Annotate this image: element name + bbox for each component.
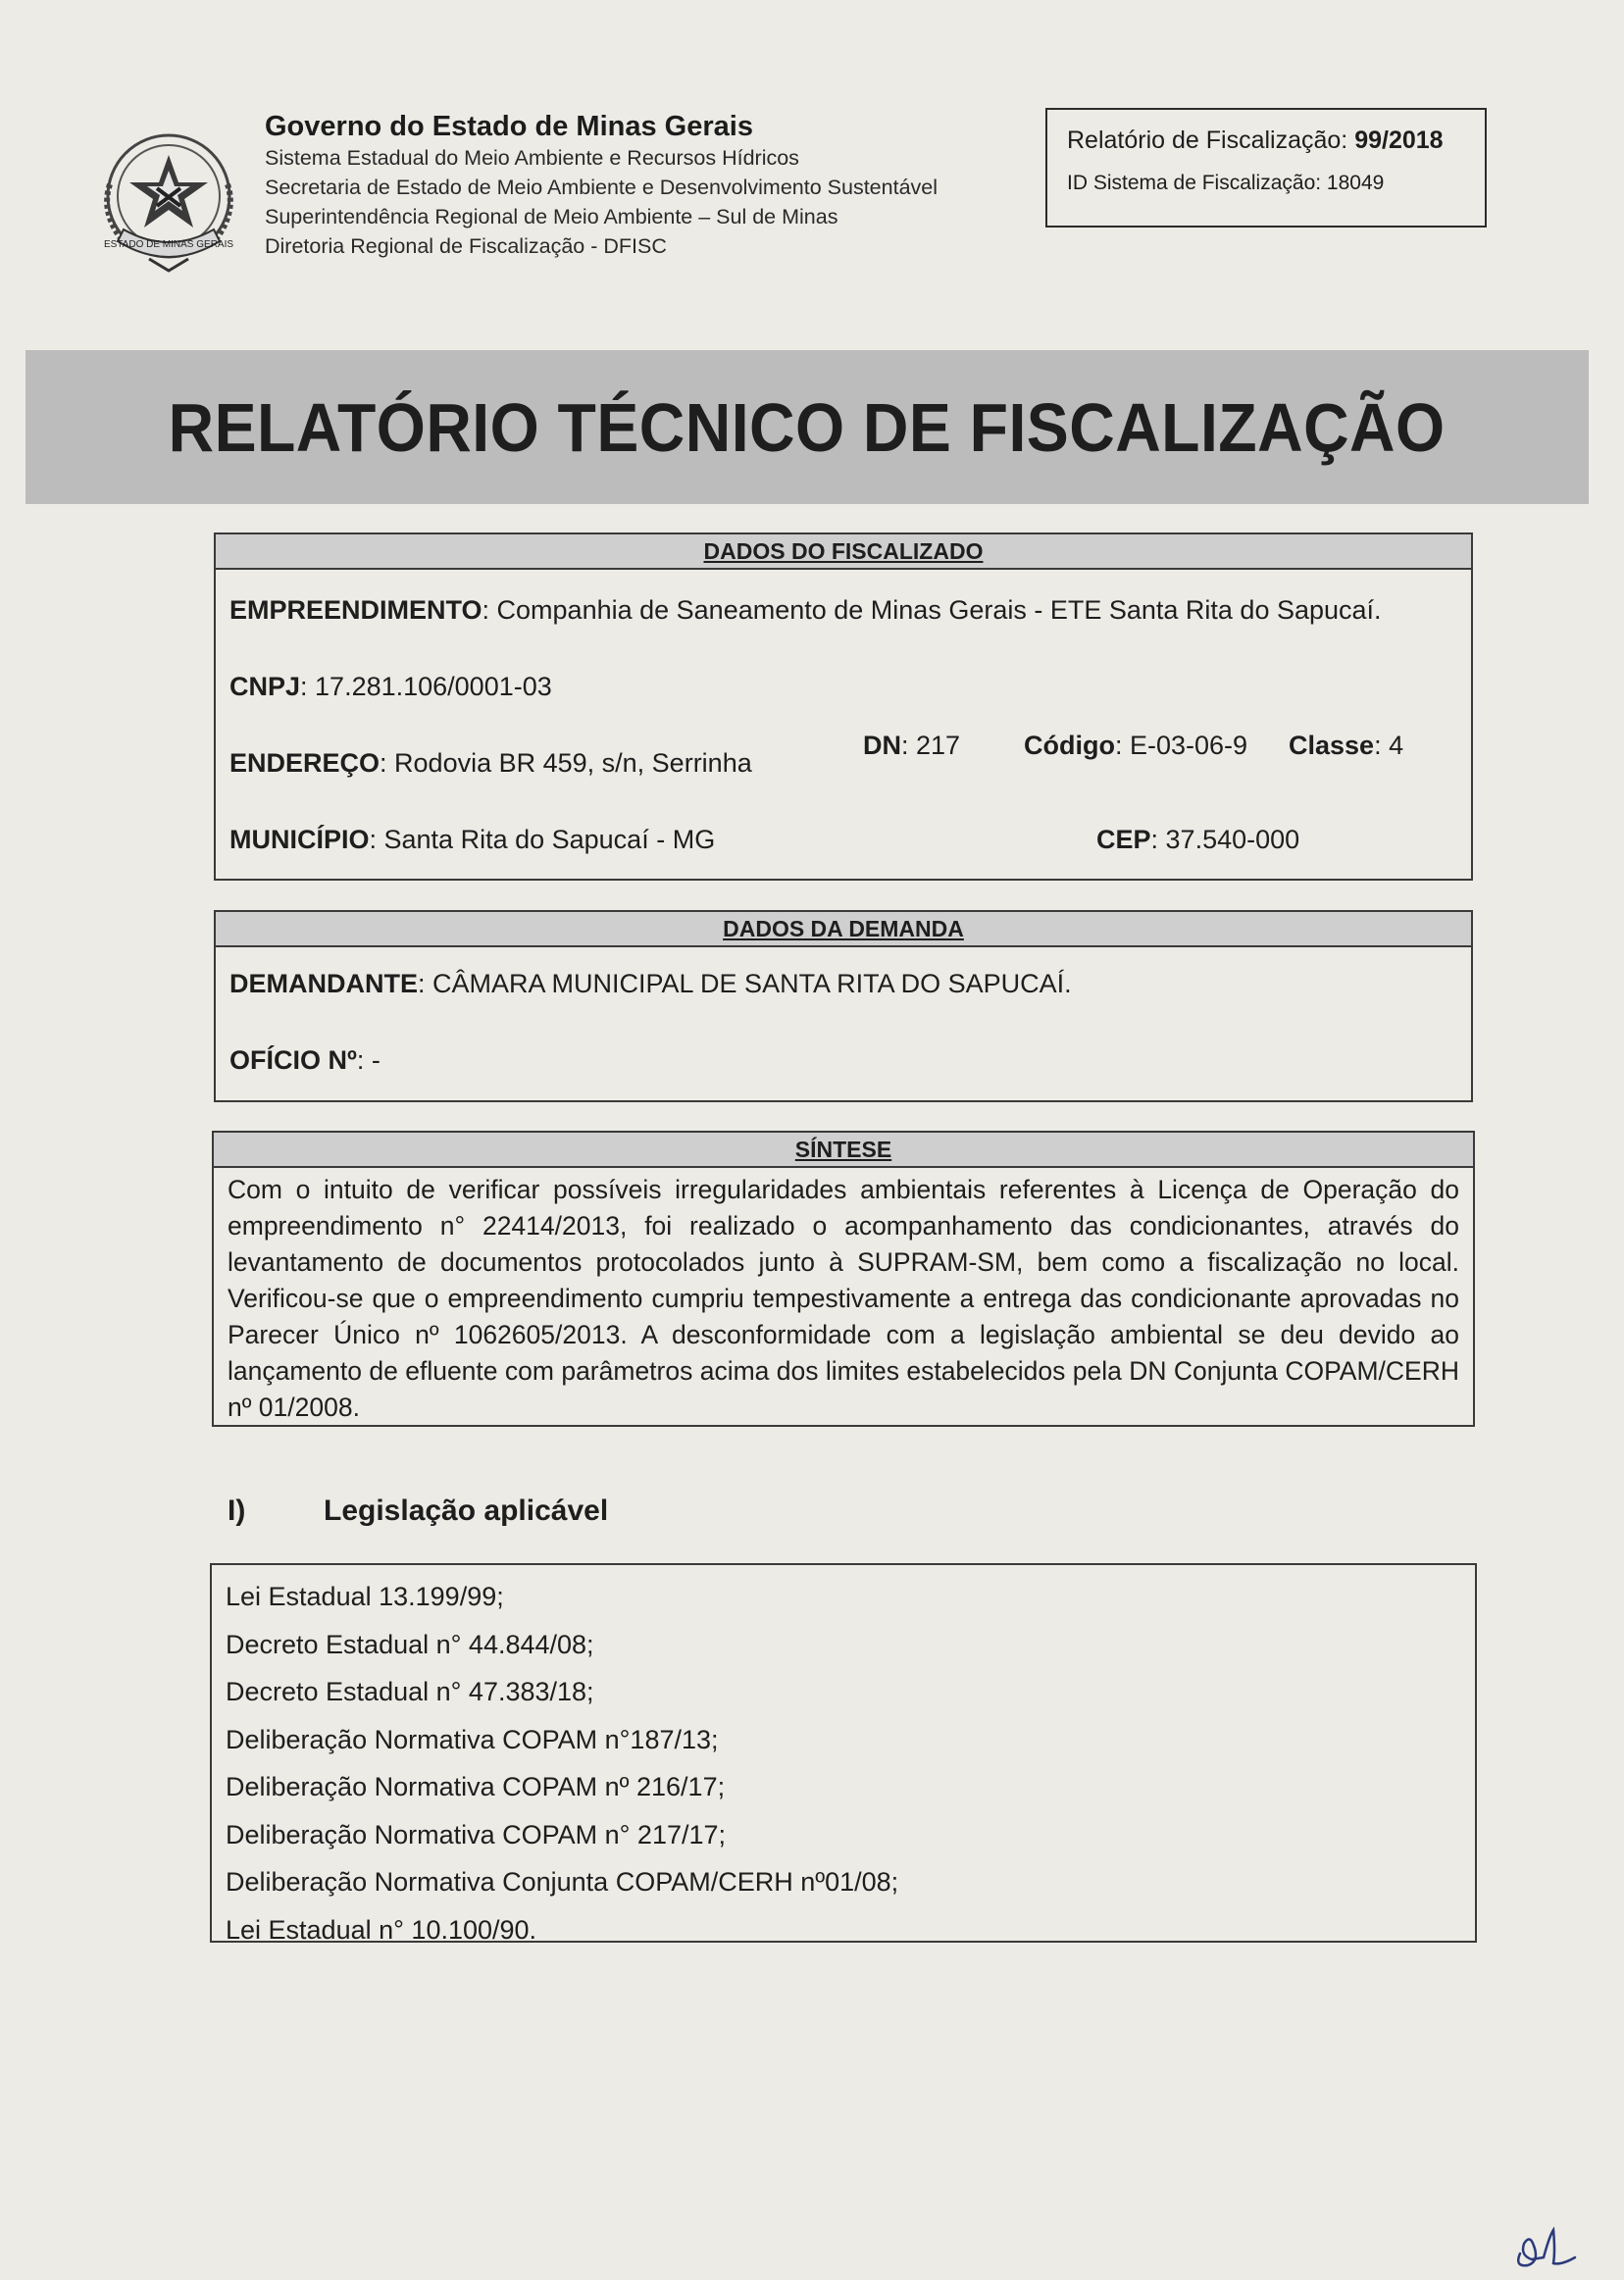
org-line-4: Diretoria Regional de Fiscalização - DFISC bbox=[265, 234, 667, 258]
handwritten-initials bbox=[1510, 2224, 1589, 2273]
org-line-1: Sistema Estadual do Meio Ambiente e Recursos Hídricos bbox=[265, 146, 799, 170]
legislacao-item: Decreto Estadual n° 44.844/08; bbox=[226, 1629, 594, 1659]
endereco-label: ENDEREÇO bbox=[229, 748, 381, 778]
dn-value: : 217 bbox=[901, 731, 961, 760]
report-reference-box bbox=[1045, 108, 1487, 228]
demandante-field bbox=[229, 969, 1072, 999]
municipio-field bbox=[229, 825, 715, 855]
oficio-field bbox=[229, 1045, 381, 1076]
seal-text: ESTADO DE MINAS GERAIS bbox=[103, 239, 234, 250]
empreendimento-field bbox=[229, 595, 1382, 626]
classe-field bbox=[1289, 731, 1403, 761]
dn-label: DN bbox=[863, 731, 901, 760]
classe-value: : 4 bbox=[1374, 731, 1404, 760]
cep-field bbox=[1096, 825, 1299, 855]
legislacao-item: Deliberação Normativa COPAM n°187/13; bbox=[226, 1724, 719, 1754]
state-coat-of-arms bbox=[90, 126, 247, 282]
legislacao-item: Deliberação Normativa COPAM nº 216/17; bbox=[226, 1772, 726, 1801]
report-number: 99/2018 bbox=[1354, 127, 1444, 154]
cnpj-value: : 17.281.106/0001-03 bbox=[300, 672, 552, 701]
cep-value: : 37.540-000 bbox=[1150, 825, 1300, 854]
oficio-label: OFÍCIO Nº bbox=[229, 1045, 357, 1075]
org-line-3: Superintendência Regional de Meio Ambiente – Sul de Minas bbox=[265, 205, 838, 228]
report-number-label: Relatório de Fiscalização: bbox=[1067, 127, 1355, 154]
oficio-value: : - bbox=[356, 1045, 381, 1075]
demanda-section bbox=[214, 910, 1473, 1102]
report-number-line bbox=[1067, 124, 1465, 157]
codigo-value: : E-03-06-9 bbox=[1114, 731, 1248, 760]
legislacao-item: Lei Estadual 13.199/99; bbox=[226, 1582, 504, 1611]
cnpj-field bbox=[229, 672, 552, 702]
report-title: RELATÓRIO TÉCNICO DE FISCALIZAÇÃO bbox=[169, 388, 1446, 466]
org-line-2: Secretaria de Estado de Meio Ambiente e Desenvolvimento Sustentável bbox=[265, 176, 939, 199]
codigo-label: Código bbox=[1024, 731, 1115, 760]
cnpj-label: CNPJ bbox=[229, 672, 301, 701]
demanda-heading: DADOS DA DEMANDA bbox=[216, 912, 1471, 947]
dn-field bbox=[863, 731, 960, 761]
municipio-value: : Santa Rita do Sapucaí - MG bbox=[369, 825, 716, 854]
sintese-text: Com o intuito de verificar possíveis irregularidades ambientais referentes à Licença de Operação do empreendimento n° 22414/2013, foi realizado o acompanhamento das condicionantes, através do levantamento de documentos protocolados junto à SUPRAM-SM, bem como a fiscalização no local. Verificou-se que o empreendimento cumpriu tempestivamente a entrega das condicionante aprovadas no Parecer Único nº 1062605/2013. A desconformidade com a legislação ambiental se deu devido ao lançamento de efluente com parâmetros acima dos limites estabelecidos pela DN Conjunta COPAM/CERH nº 01/2008. bbox=[228, 1175, 1459, 1422]
demandante-value: : CÂMARA MUNICIPAL DE SANTA RITA DO SAPUCAÍ. bbox=[418, 969, 1072, 998]
empreendimento-value: : Companhia de Saneamento de Minas Gerais - ETE Santa Rita do Sapucaí. bbox=[482, 595, 1382, 625]
legislacao-title: Legislação aplicável bbox=[324, 1495, 609, 1527]
sintese-section bbox=[212, 1131, 1475, 1427]
system-id: ID Sistema de Fiscalização: 18049 bbox=[1067, 172, 1385, 194]
legislacao-item: Deliberação Normativa COPAM n° 217/17; bbox=[226, 1819, 727, 1849]
demandante-label: DEMANDANTE bbox=[229, 969, 418, 998]
fiscalizado-heading: DADOS DO FISCALIZADO bbox=[216, 534, 1471, 570]
classe-label: Classe bbox=[1289, 731, 1375, 760]
title-banner bbox=[25, 350, 1589, 504]
municipio-label: MUNICÍPIO bbox=[229, 825, 370, 854]
legislacao-item: Deliberação Normativa Conjunta COPAM/CERH nº01/08; bbox=[226, 1867, 899, 1897]
legislacao-list bbox=[212, 1565, 1475, 1953]
endereco-field bbox=[229, 748, 752, 779]
cep-label: CEP bbox=[1096, 825, 1151, 854]
endereco-value: : Rodovia BR 459, s/n, Serrinha bbox=[380, 748, 752, 778]
government-name: Governo do Estado de Minas Gerais bbox=[265, 111, 753, 142]
fiscalizado-section bbox=[214, 532, 1473, 881]
codigo-field bbox=[1024, 731, 1247, 761]
legislacao-box bbox=[210, 1563, 1477, 1943]
legislacao-item: Lei Estadual n° 10.100/90. bbox=[226, 1914, 537, 1945]
legislacao-number: I) bbox=[228, 1495, 246, 1527]
organization-header bbox=[265, 110, 938, 261]
sintese-heading: SÍNTESE bbox=[214, 1133, 1473, 1168]
empreendimento-label: EMPREENDIMENTO bbox=[229, 595, 482, 625]
legislacao-item: Decreto Estadual n° 47.383/18; bbox=[226, 1677, 594, 1706]
